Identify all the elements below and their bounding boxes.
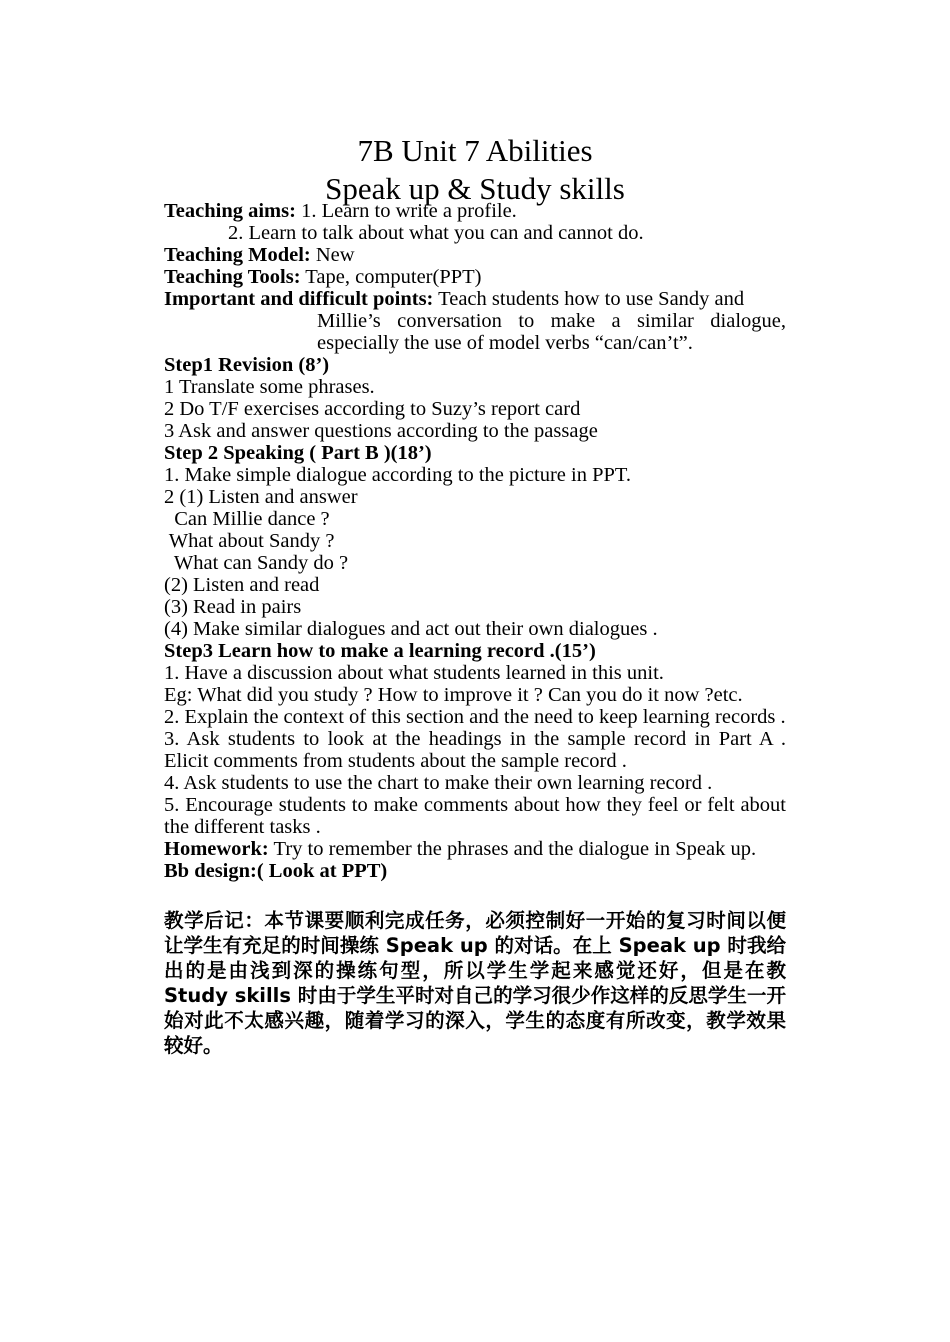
step2-item: 1. Make simple dialogue according to the picture in PPT. [164, 464, 632, 486]
homework-value: Try to remember the phrases and the dialogue in Speak up. [268, 838, 757, 860]
step3-item: 4. Ask students to use the chart to make their own learning record . [164, 772, 713, 794]
teaching-model [164, 244, 786, 266]
step2-question: Can Millie dance ? [164, 508, 330, 530]
step1-item: 3 Ask and answer questions according to the passage [164, 420, 598, 442]
step3-item: 1. Have a discussion about what students learned in this unit. [164, 662, 664, 684]
step2-item: 2 (1) Listen and answer [164, 486, 358, 508]
homework-label: Homework: [164, 838, 269, 860]
step2-item: (4) Make similar dialogues and act out their own dialogues . [164, 618, 658, 640]
teaching-model-value: New [310, 244, 355, 266]
teaching-reflection: 教学后记：本节课要顺利完成任务，必须控制好一开始的复习时间以便让学生有充足的时间操练 Speak up 的对话。在上 Speak up 时我给出的是由浅到深的操练句型，所以学生学起来感觉还好，但是在教 Study skills 时由于学生平时对自己的学习很少作这样的反思学生一开始对此不太感兴趣，随着学习的深入，学生的态度有所改变，教学效果较好。 [164, 909, 786, 1057]
teaching-aim-1: 1. Learn to write a profile. [295, 200, 517, 222]
step2-heading: Step 2 Speaking ( Part B )(18’) [164, 442, 432, 464]
step3-item: 5. Encourage students to make comments about how they feel or felt about the different tasks . [164, 794, 786, 838]
step1-item: 1 Translate some phrases. [164, 376, 375, 398]
step2-item: (2) Listen and read [164, 574, 320, 596]
document-subtitle: Speak up & Study skills [325, 171, 625, 206]
step2-question: What about Sandy ? [164, 530, 335, 552]
step3-item: Eg: What did you study ? How to improve it ? Can you do it now ?etc. [164, 684, 743, 706]
homework [164, 838, 786, 860]
teaching-tools [164, 266, 786, 288]
teaching-model-label: Teaching Model: [164, 244, 311, 266]
teaching-aims [164, 200, 786, 222]
step3-item: 2. Explain the context of this section and the need to keep learning records . [164, 706, 786, 728]
step2-question: What can Sandy do ? [164, 552, 349, 574]
teaching-aims-label: Teaching aims: [164, 200, 296, 222]
important-points-rest: Millie’s conversation to make a similar dialogue, especially the use of model verbs “can/can’t”. [317, 310, 786, 354]
important-points [164, 288, 786, 310]
teaching-aim-2: 2. Learn to talk about what you can and cannot do. [228, 222, 644, 244]
document-title: 7B Unit 7 Abilities [357, 133, 593, 168]
step1-heading: Step1 Revision (8’) [164, 354, 330, 376]
teaching-tools-label: Teaching Tools: [164, 266, 301, 288]
step1-item: 2 Do T/F exercises according to Suzy’s report card [164, 398, 581, 420]
step3-item: 3. Ask students to look at the headings in the sample record in Part A . Elicit comments from students about the sample record . [164, 728, 786, 772]
bb-design: Bb design:( Look at PPT) [164, 860, 388, 882]
important-points-label: Important and difficult points: [164, 288, 434, 310]
document-page [164, 132, 786, 1058]
step3-heading: Step3 Learn how to make a learning record .(15’) [164, 640, 596, 662]
spacer [164, 882, 786, 908]
step2-item: (3) Read in pairs [164, 596, 302, 618]
teaching-tools-value: Tape, computer(PPT) [300, 266, 482, 288]
important-points-line1: Teach students how to use Sandy and [433, 288, 745, 310]
